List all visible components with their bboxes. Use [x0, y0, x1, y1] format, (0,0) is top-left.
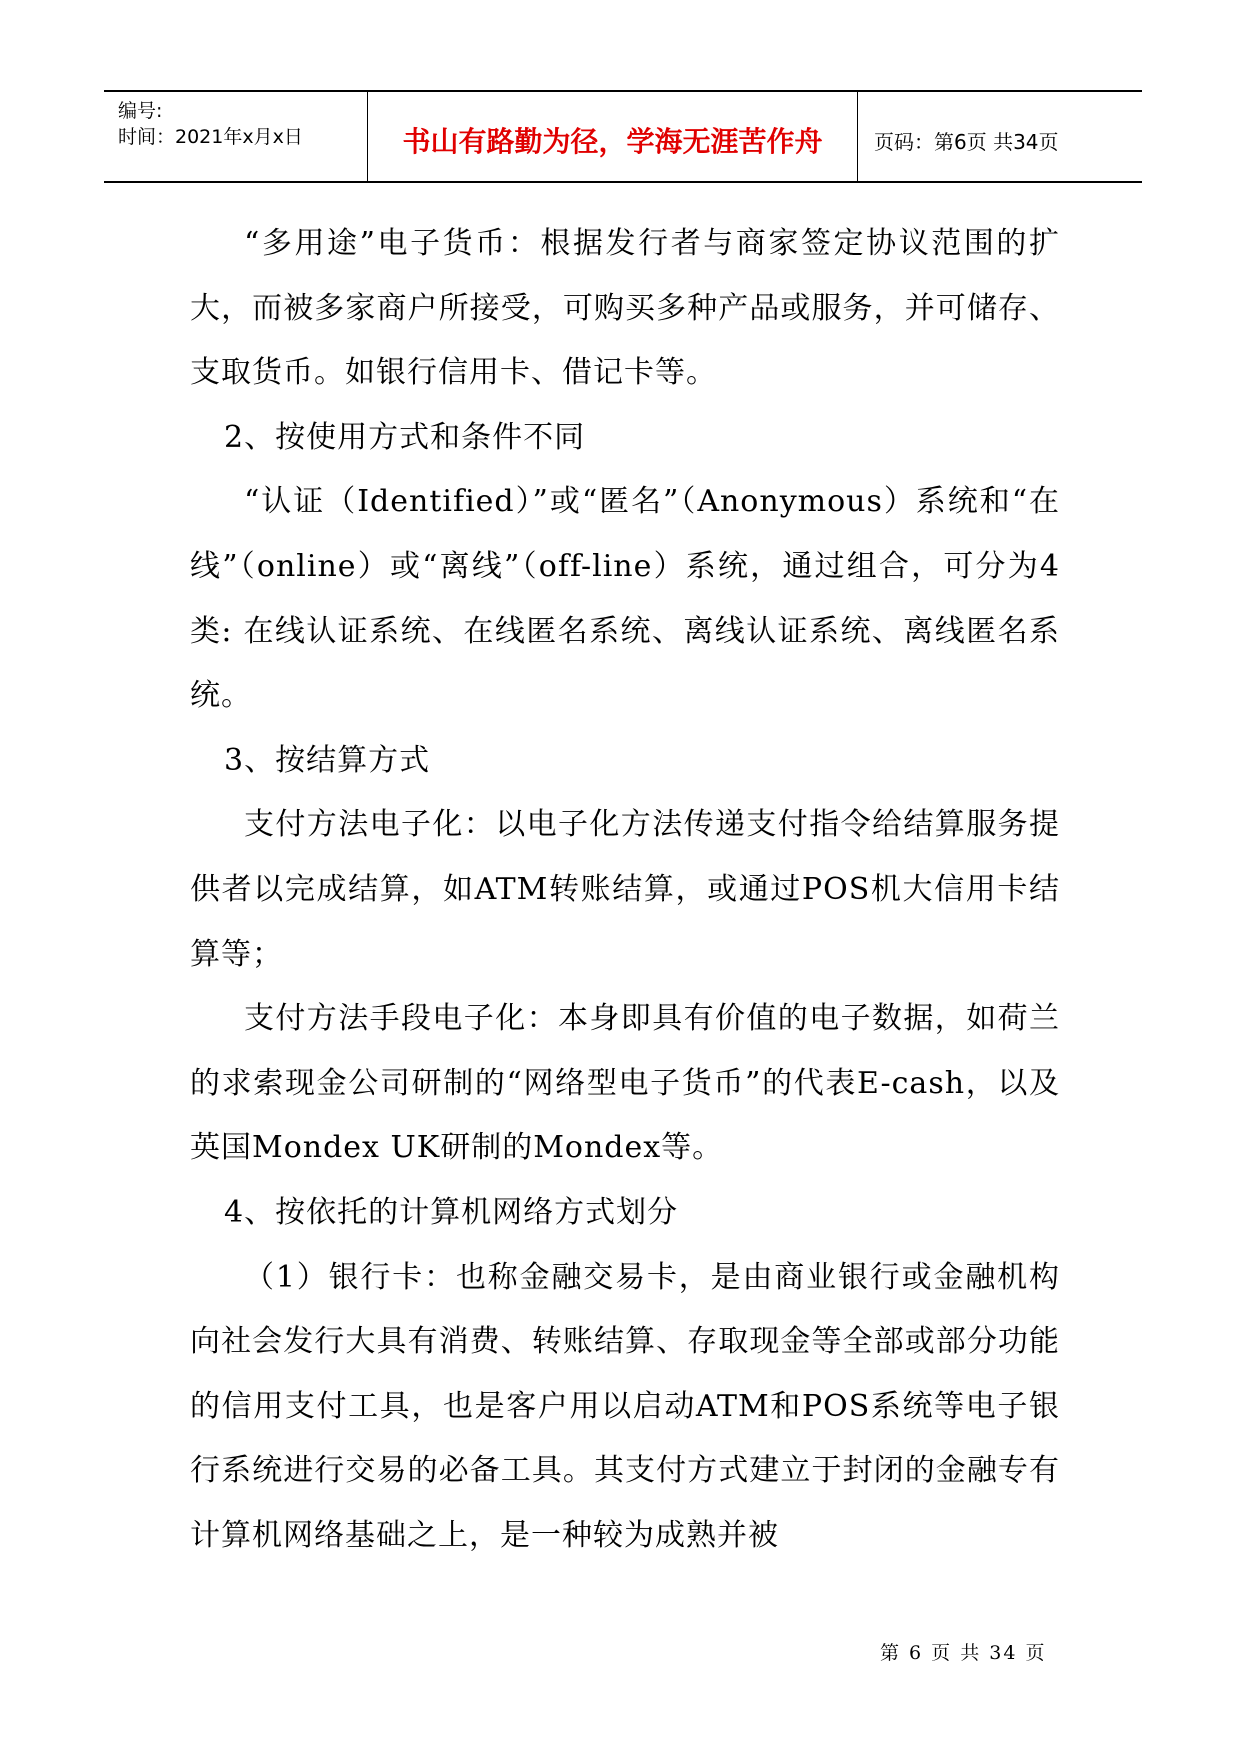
paragraph: （1）银行卡：也称金融交易卡，是由商业银行或金融机构向社会发行大具有消费、转账结算、存取现金等全部或部分功能的信用支付工具，也是客户用以启动ATM和POS系统等电子银行系统进行交易的必备工具。其支付方式建立于封闭的金融专有计算机网络基础之上，是一种较为成熟并被 — [190, 1259, 1060, 1553]
serial-number-label: 编号: — [118, 100, 163, 122]
section-heading: 4、按依托的计算机网络方式划分 — [224, 1194, 679, 1230]
body-text — [190, 212, 1060, 1568]
paragraph: 支付方法手段电子化：本身即具有价值的电子数据，如荷兰的求索现金公司研制的“网络型电子货币”的代表E-cash，以及英国Mondex UK研制的Mondex等。 — [190, 1001, 1060, 1166]
motto-text: 书山有路勤为径，学海无涯苦作舟 — [402, 125, 823, 158]
paragraph: “多用途”电子货币：根据发行者与商家签定协议范围的扩大，而被多家商户所接受，可购买多种产品或服务，并可储存、支取货币。如银行信用卡、借记卡等。 — [190, 226, 1060, 391]
paragraph: “认证（Identified）”或“匿名”（Anonymous）系统和“在线”（online）或“离线”（off-line）系统，通过组合，可分为4类: 在线认证系统、在线匿名系统、离线认证系统、离线匿名系统。 — [190, 484, 1060, 714]
page-code-text: 页码：第6页 共34页 — [874, 130, 1059, 154]
header-motto-cell — [368, 92, 858, 183]
page-header — [104, 90, 1142, 183]
section-heading: 2、按使用方式和条件不同 — [224, 419, 586, 455]
header-page-cell — [858, 92, 1142, 183]
page-footer: 第 6 页 共 34 页 — [880, 1642, 1047, 1664]
paragraph: 支付方法电子化：以电子化方法传递支付指令给结算服务提供者以完成结算，如ATM转账结算，或通过POS机大信用卡结算等； — [190, 807, 1060, 972]
header-info-cell — [104, 92, 368, 183]
date-text: 时间：2021年x月x日 — [118, 126, 303, 148]
section-heading: 3、按结算方式 — [224, 742, 431, 778]
